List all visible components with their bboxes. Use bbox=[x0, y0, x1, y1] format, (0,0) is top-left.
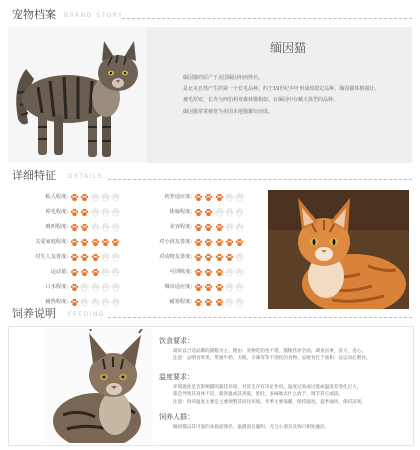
paw-filled-icon bbox=[204, 268, 213, 277]
paw-filled-icon bbox=[70, 268, 79, 277]
trait-label: 对生人友善度: bbox=[35, 254, 68, 260]
paw-filled-icon bbox=[80, 268, 89, 277]
care-heading: 饮食要求： bbox=[159, 337, 194, 345]
paw-empty-icon bbox=[111, 208, 120, 217]
care-line: 缅因猫以其可爱的本质而闻名，温驯而且聪明，尤与小朋友及狗只相处融洽。 bbox=[173, 425, 330, 430]
trait-rating bbox=[194, 268, 245, 277]
paw-filled-icon bbox=[194, 223, 203, 232]
paw-empty-icon bbox=[91, 208, 100, 217]
trait-row bbox=[132, 266, 254, 279]
paw-filled-icon bbox=[194, 268, 203, 277]
trait-row bbox=[132, 206, 254, 219]
trait-row bbox=[132, 281, 254, 294]
paw-empty-icon bbox=[225, 208, 234, 217]
trait-label: 口水程度: bbox=[45, 284, 68, 290]
orange-cat-photo bbox=[268, 190, 409, 309]
trait-label: 吸叫程度: bbox=[45, 224, 68, 230]
paw-filled-icon bbox=[194, 253, 203, 262]
paw-empty-icon bbox=[111, 268, 120, 277]
paw-filled-icon bbox=[80, 238, 89, 247]
trait-row bbox=[132, 236, 254, 249]
trait-label: 耐热程度: bbox=[45, 299, 68, 305]
paw-filled-icon bbox=[70, 208, 79, 217]
section-divider bbox=[122, 18, 412, 19]
paw-filled-icon bbox=[215, 238, 224, 247]
paw-filled-icon bbox=[204, 253, 213, 262]
care-line: 注意：饲养温度主要是主要调整其居住环境，冬季主要保暖，保持温度。夏季通风，保持凉爽。 bbox=[173, 399, 366, 405]
paw-filled-icon bbox=[225, 238, 234, 247]
trait-label: 体味程度: bbox=[169, 209, 192, 215]
trait-row bbox=[8, 221, 130, 234]
trait-label: 可训练度: bbox=[169, 269, 192, 275]
profile-section-title: 宠物档案 bbox=[12, 8, 56, 21]
paw-empty-icon bbox=[91, 283, 100, 292]
trait-rating bbox=[70, 208, 121, 217]
trait-rating bbox=[70, 253, 121, 262]
paw-empty-icon bbox=[225, 268, 234, 277]
paw-empty-icon bbox=[101, 193, 110, 202]
profile-section-header bbox=[8, 7, 412, 25]
paw-filled-icon bbox=[70, 193, 79, 202]
paw-filled-icon bbox=[111, 238, 120, 247]
paw-filled-icon bbox=[204, 223, 213, 232]
paw-empty-icon bbox=[101, 283, 110, 292]
trait-label: 城市适应度: bbox=[164, 284, 192, 290]
paw-filled-icon bbox=[194, 283, 203, 292]
paw-filled-icon bbox=[70, 253, 79, 262]
paw-empty-icon bbox=[101, 208, 110, 217]
paw-filled-icon bbox=[225, 253, 234, 262]
paw-filled-icon bbox=[204, 283, 213, 292]
diet-requirements bbox=[159, 337, 404, 363]
paw-filled-icon bbox=[80, 253, 89, 262]
paw-empty-icon bbox=[235, 268, 244, 277]
trait-row bbox=[132, 191, 254, 204]
breed-intro-panel bbox=[8, 27, 412, 163]
paw-filled-icon bbox=[80, 208, 89, 217]
traits-section-title: 详细特征 bbox=[12, 169, 56, 182]
paw-empty-icon bbox=[111, 223, 120, 232]
section-divider bbox=[108, 179, 412, 180]
description-line: 被毛厚密，长寿与西伯利亚森林猫相似。在缅因中存藏大体型的品种。 bbox=[183, 97, 339, 104]
paw-empty-icon bbox=[235, 193, 244, 202]
temperature-requirements bbox=[159, 373, 404, 406]
care-section-header bbox=[8, 306, 412, 324]
paw-empty-icon bbox=[101, 268, 110, 277]
care-line: 都会导致其身体不适。最喜温或其喜爱，肚肚，多味地去什么放于，调节其它或较。 bbox=[173, 392, 343, 398]
paw-empty-icon bbox=[225, 223, 234, 232]
paw-empty-icon bbox=[111, 283, 120, 292]
trait-ratings bbox=[8, 186, 412, 312]
trait-row bbox=[132, 251, 254, 264]
paw-filled-icon bbox=[215, 268, 224, 277]
trait-row bbox=[8, 266, 130, 279]
care-panel bbox=[8, 326, 414, 446]
paw-filled-icon bbox=[215, 223, 224, 232]
sitting-cat-photo bbox=[45, 329, 153, 443]
trait-row bbox=[8, 251, 130, 264]
description-line: 缅因猫常常被誉为美国本地猫繁衍而成。 bbox=[183, 108, 274, 115]
trait-rating bbox=[194, 283, 245, 292]
paw-empty-icon bbox=[235, 283, 244, 292]
trait-row bbox=[8, 191, 130, 204]
paw-filled-icon bbox=[235, 238, 244, 247]
trait-label: 运动量: bbox=[50, 269, 68, 275]
care-heading: 饲养人群： bbox=[159, 413, 194, 421]
paw-filled-icon bbox=[91, 238, 100, 247]
trait-row bbox=[8, 236, 130, 249]
paw-filled-icon bbox=[204, 238, 213, 247]
paw-empty-icon bbox=[91, 193, 100, 202]
traits-section-subtitle: DETAILS bbox=[68, 173, 104, 180]
care-text bbox=[159, 384, 404, 406]
trait-rating bbox=[194, 238, 245, 247]
paw-filled-icon bbox=[215, 283, 224, 292]
care-heading: 温度要求： bbox=[159, 373, 194, 381]
section-divider bbox=[108, 317, 412, 318]
traits-section-header bbox=[8, 168, 412, 186]
paw-empty-icon bbox=[235, 253, 244, 262]
trait-rating bbox=[70, 283, 121, 292]
paw-empty-icon bbox=[215, 208, 224, 217]
paw-filled-icon bbox=[215, 253, 224, 262]
care-line: 注意：忌喂食骨类，带通牛奶，犬粮，辛辣等等不消化的食物；忌喂食过于油和；忌运动后喂食。 bbox=[173, 356, 371, 362]
trait-rating bbox=[70, 193, 121, 202]
trait-rating bbox=[194, 193, 245, 202]
breed-name: 缅因猫 bbox=[269, 41, 306, 55]
care-text bbox=[159, 424, 404, 431]
standing-cat-photo bbox=[8, 27, 146, 163]
trait-row bbox=[132, 221, 254, 234]
trait-label: 对动物友善度: bbox=[159, 254, 192, 260]
paw-filled-icon bbox=[91, 253, 100, 262]
trait-rating bbox=[70, 268, 121, 277]
paw-empty-icon bbox=[225, 283, 234, 292]
paw-filled-icon bbox=[70, 238, 79, 247]
trait-label: 美容程度: bbox=[169, 224, 192, 230]
trait-label: 关爱家庭程度: bbox=[35, 239, 68, 245]
trait-rating bbox=[70, 238, 121, 247]
trait-rating bbox=[194, 253, 245, 262]
paw-empty-icon bbox=[235, 208, 244, 217]
suitable-owners bbox=[159, 413, 404, 431]
trait-label: 初养适应度: bbox=[164, 194, 192, 200]
trait-label: 粘人程度: bbox=[45, 194, 68, 200]
paw-filled-icon bbox=[194, 208, 203, 217]
care-section-title: 饲养说明 bbox=[12, 307, 56, 320]
care-line: 环境温度是会影响猫的最佳环境，对其生存有决定作用。温度过高或过低或温度差变化过大， bbox=[173, 385, 362, 390]
paw-empty-icon bbox=[101, 253, 110, 262]
trait-label: 对小孩友善度: bbox=[159, 239, 192, 245]
paw-empty-icon bbox=[235, 223, 244, 232]
paw-filled-icon bbox=[194, 193, 203, 202]
paw-empty-icon bbox=[80, 283, 89, 292]
paw-filled-icon bbox=[70, 283, 79, 292]
trait-row bbox=[8, 206, 130, 219]
trait-rating bbox=[70, 223, 121, 232]
profile-section-subtitle: BRAND STORY bbox=[64, 12, 124, 19]
paw-filled-icon bbox=[215, 193, 224, 202]
paw-filled-icon bbox=[204, 193, 213, 202]
trait-label: 掉毛程度: bbox=[45, 209, 68, 215]
paw-filled-icon bbox=[204, 208, 213, 217]
care-line: 最好以合适品牌的猫粮为主。理由：宠物吃的也不错，猫粮营养全面，调查省事，省力，省心。 bbox=[173, 349, 366, 354]
care-text bbox=[159, 348, 404, 363]
care-section-subtitle: FEEDING bbox=[68, 311, 106, 318]
paw-empty-icon bbox=[111, 193, 120, 202]
paw-filled-icon bbox=[91, 268, 100, 277]
paw-empty-icon bbox=[225, 193, 234, 202]
description-line: 缅因猫的原产于美国缅因州而得名。 bbox=[183, 75, 264, 81]
trait-row bbox=[8, 281, 130, 294]
trait-label: 耐寒程度: bbox=[169, 299, 192, 305]
description-line: 是北美自然产生的第一个长毛品种，约于19世纪中叶形成较稳定品种。缅因猫体格强壮， bbox=[183, 86, 380, 93]
paw-filled-icon bbox=[80, 193, 89, 202]
paw-empty-icon bbox=[91, 223, 100, 232]
breed-description bbox=[183, 73, 403, 118]
paw-empty-icon bbox=[111, 253, 120, 262]
trait-rating bbox=[194, 208, 245, 217]
trait-rating bbox=[194, 223, 245, 232]
paw-filled-icon bbox=[70, 223, 79, 232]
paw-filled-icon bbox=[101, 238, 110, 247]
paw-filled-icon bbox=[194, 238, 203, 247]
paw-empty-icon bbox=[101, 223, 110, 232]
paw-filled-icon bbox=[80, 223, 89, 232]
